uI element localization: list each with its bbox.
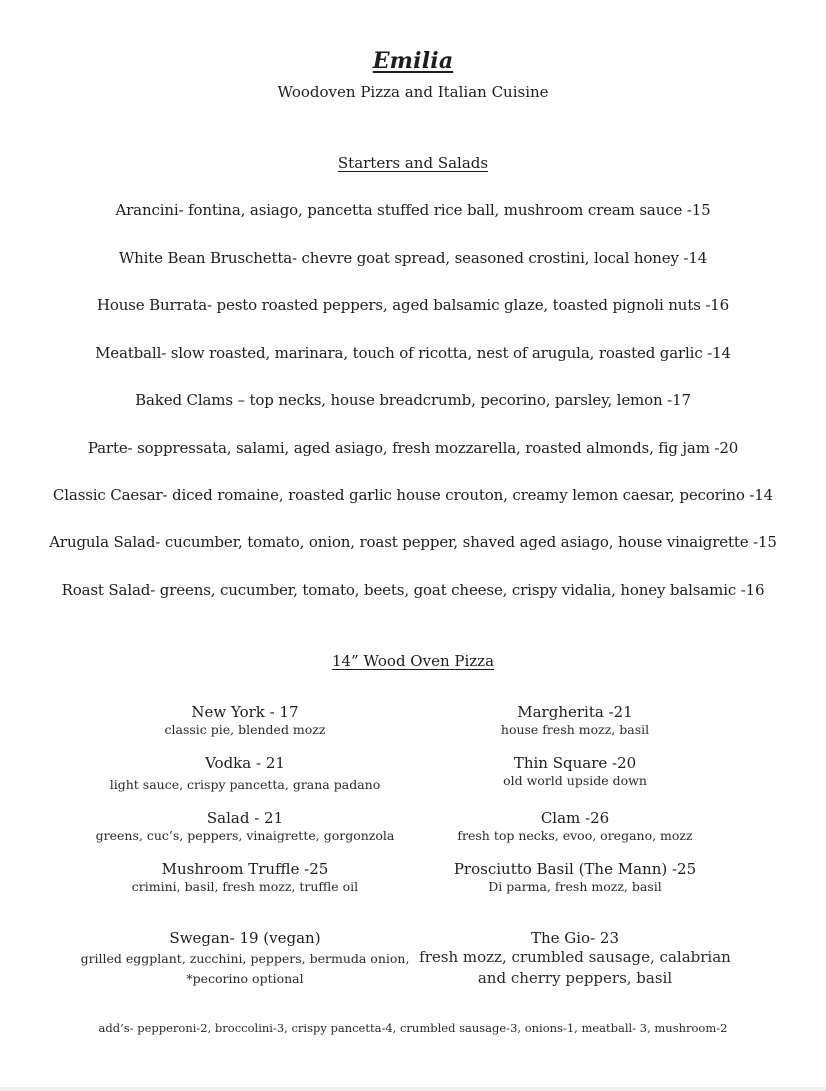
pizza-name: Mushroom Truffle -25 [161,860,329,878]
pizza-item [375,754,775,790]
pizza-item [375,703,775,739]
page-bottom-edge [0,1087,826,1091]
pizza-item [375,809,775,845]
pizza-description: fresh top necks, evoo, oregano, mozz [457,828,693,843]
starter-item: Baked Clams – top necks, house breadcrumb, pecorino, parsley, lemon -17 [135,391,691,409]
starter-item: Classic Caesar- diced romaine, roasted garlic house crouton, creamy lemon caesar, pecorino -14 [52,486,774,504]
pizza-name: New York - 17 [191,703,299,721]
starter-item: Arugula Salad- cucumber, tomato, onion, roast pepper, shaved aged asiago, house vinaigrette -15 [49,533,777,551]
pizza-name: Salad - 21 [206,809,284,827]
pizza-description-cont: and cherry peppers, basil [477,969,673,987]
pizza-description-note: *pecorino optional [186,971,304,986]
starter-item: Meatball- slow roasted, marinara, touch of ricotta, nest of arugula, roasted garlic -14 [95,344,731,362]
starter-item: White Bean Bruschetta- chevre goat spread, seasoned crostini, local honey -14 [118,249,708,267]
pizza-item [375,929,775,989]
pizza-name: Margherita -21 [517,703,633,721]
pizza-name: Thin Square -20 [513,754,637,772]
pizza-name: Clam -26 [540,809,610,827]
pizza-item [375,860,775,896]
starter-item: Arancini- fontina, asiago, pancetta stuffed rice ball, mushroom cream sauce -15 [115,201,711,219]
pizza-description: light sauce, crispy pancetta, grana padano [109,777,381,792]
pizza-description: old world upside down [503,773,647,788]
pizza-description: grilled eggplant, zucchini, peppers, bermuda onion, [80,951,410,966]
pizza-description: classic pie, blended mozz [164,722,326,737]
restaurant-subtitle: Woodoven Pizza and Italian Cuisine [277,83,549,101]
pizza-name: Prosciutto Basil (The Mann) -25 [453,860,697,878]
starter-item: Roast Salad- greens, cucumber, tomato, beets, goat cheese, crispy vidalia, honey balsamic -16 [61,581,765,599]
starter-item: Parte- soppressata, salami, aged asiago, fresh mozzarella, roasted almonds, fig jam -20 [87,439,739,457]
pizza-name: Swegan- 19 (vegan) [169,929,321,947]
pizza-name: Vodka - 21 [205,754,285,772]
pizza-description: Di parma, fresh mozz, basil [488,879,662,894]
pizza-description: house fresh mozz, basil [500,722,650,737]
pizza-description: fresh mozz, crumbled sausage, calabrian [419,948,731,966]
starters-heading: Starters and Salads [337,154,489,172]
pizza-heading: 14” Wood Oven Pizza [331,652,495,670]
pizza-description: crimini, basil, fresh mozz, truffle oil [131,879,359,894]
starter-item: House Burrata- pesto roasted peppers, aged balsamic glaze, toasted pignoli nuts -16 [96,296,730,314]
pizza-description: greens, cuc’s, peppers, vinaigrette, gorgonzola [95,828,395,843]
pizza-name: The Gio- 23 [530,929,620,947]
restaurant-name: Emilia [372,48,454,74]
pizza-add-ons: add’s- pepperoni-2, broccolini-3, crispy pancetta-4, crumbled sausage-3, onions-1, meatball- 3, mushroom-2 [98,1021,728,1035]
